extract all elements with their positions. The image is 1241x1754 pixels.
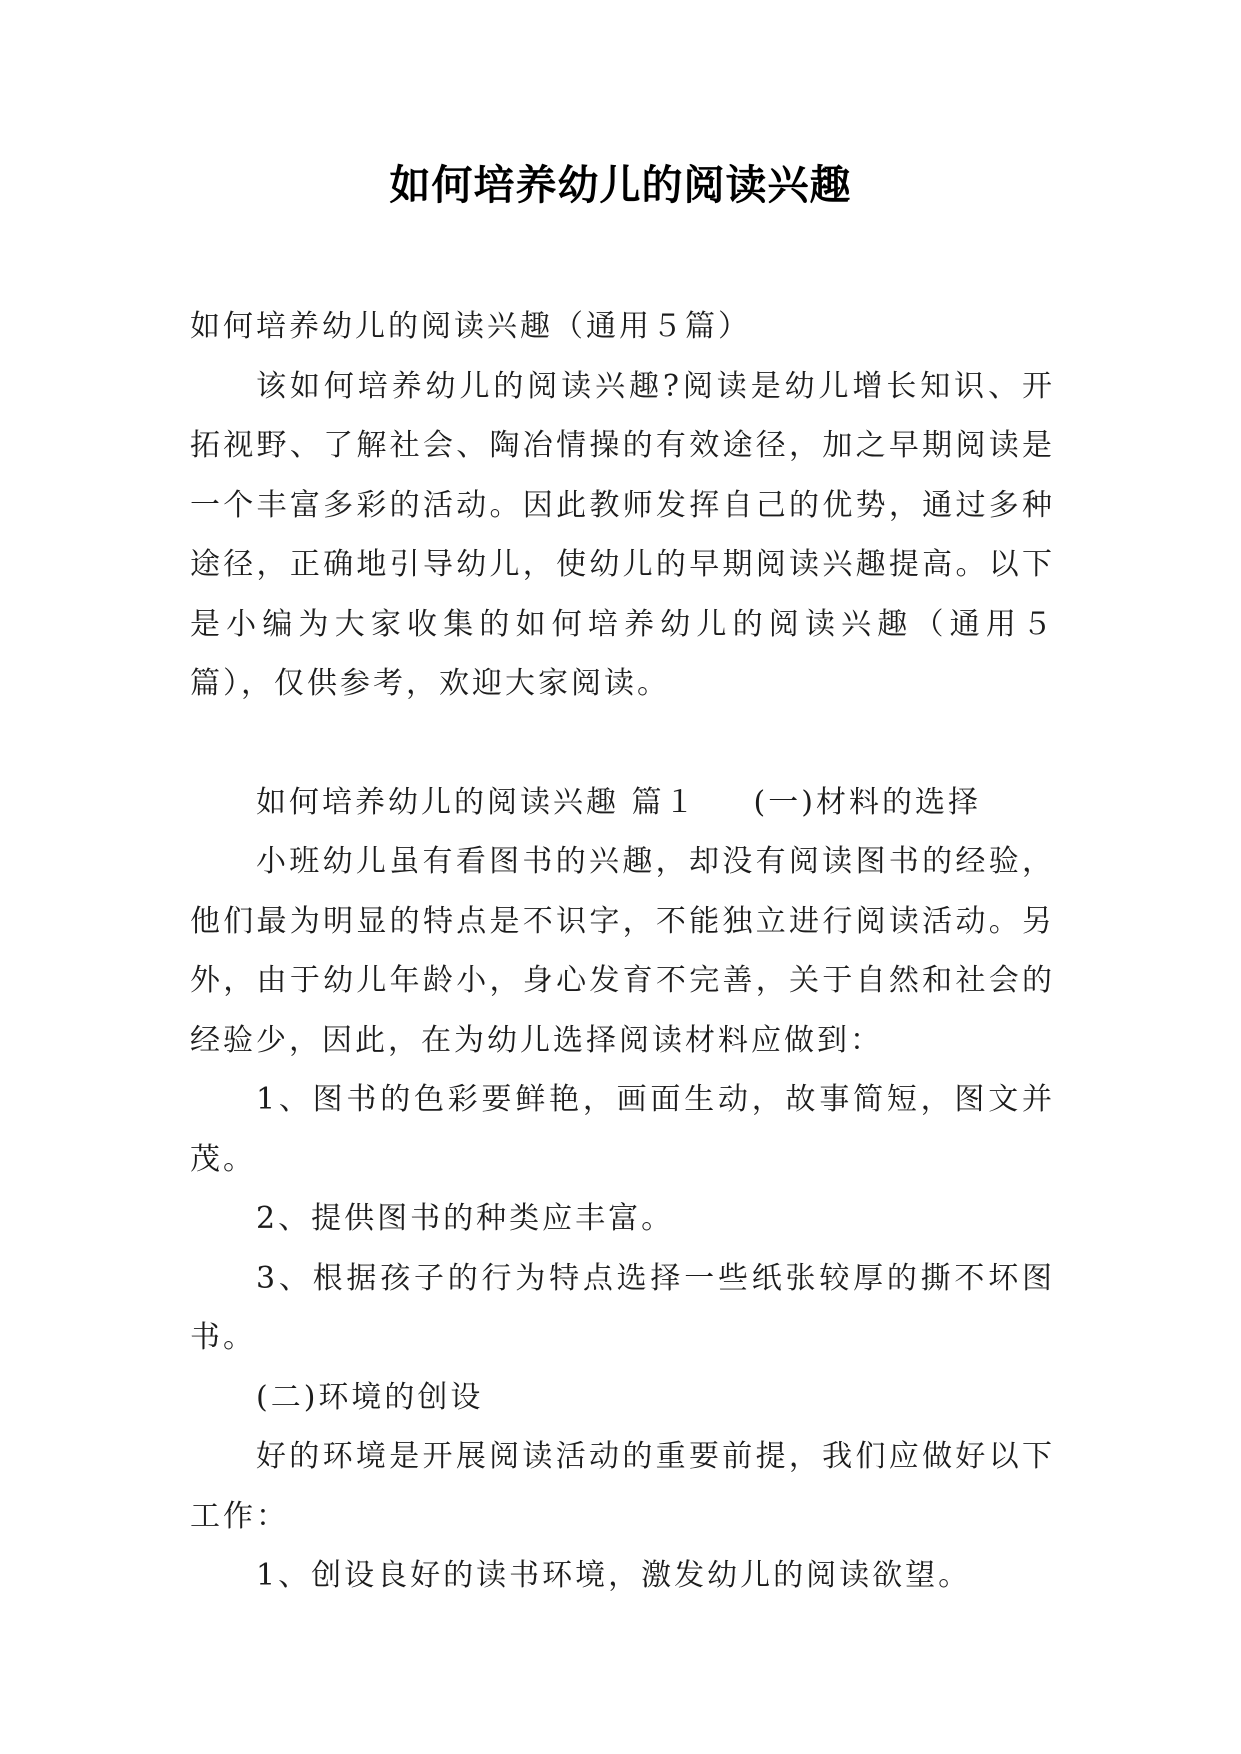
subsection-title: (一)材料的选择 (753, 784, 981, 820)
list-item: 1、创设良好的读书环境，激发幼儿的阅读欲望。 (256, 1558, 972, 1593)
subsection-title: (二)环境的创设 (256, 1379, 484, 1415)
document-title: 如何培养幼儿的阅读兴趣 (389, 161, 852, 209)
document-subtitle: 如何培养幼儿的阅读兴趣（通用５篇） (190, 309, 751, 344)
paragraph-gap (190, 714, 1055, 773)
list-item: 3、根据孩子的行为特点选择一些纸张较厚的撕不坏图书。 (190, 1260, 1055, 1355)
list-item: 1、图书的色彩要鲜艳，画面生动，故事简短，图文并茂。 (190, 1082, 1055, 1177)
section-heading (190, 773, 1055, 833)
section-title: 如何培养幼儿的阅读兴趣 篇１ (256, 784, 698, 820)
intro-paragraph: 该如何培养幼儿的阅读兴趣?阅读是幼儿增长知识、开拓视野、了解社会、陶冶情操的有效途径，加之早期阅读是一个丰富多彩的活动。因此教师发挥自己的优势，通过多种途径，正确地引导幼儿，使幼儿的早期阅读兴趣提高。以下是小编为大家收集的如何培养幼儿的阅读兴趣（通用５篇），仅供参考，欢迎大家阅读。 (190, 368, 1055, 701)
list-item: 2、提供图书的种类应丰富。 (256, 1201, 675, 1236)
document-body (190, 297, 1055, 1606)
paragraph: 小班幼儿虽有看图书的兴趣，却没有阅读图书的经验，他们最为明显的特点是不识字，不能独立进行阅读活动。另外，由于幼儿年龄小，身心发育不完善，关于自然和社会的经验少，因此，在为幼儿选择阅读材料应做到： (190, 844, 1055, 1058)
paragraph: 好的环境是开展阅读活动的重要前提，我们应做好以下工作： (190, 1439, 1055, 1534)
